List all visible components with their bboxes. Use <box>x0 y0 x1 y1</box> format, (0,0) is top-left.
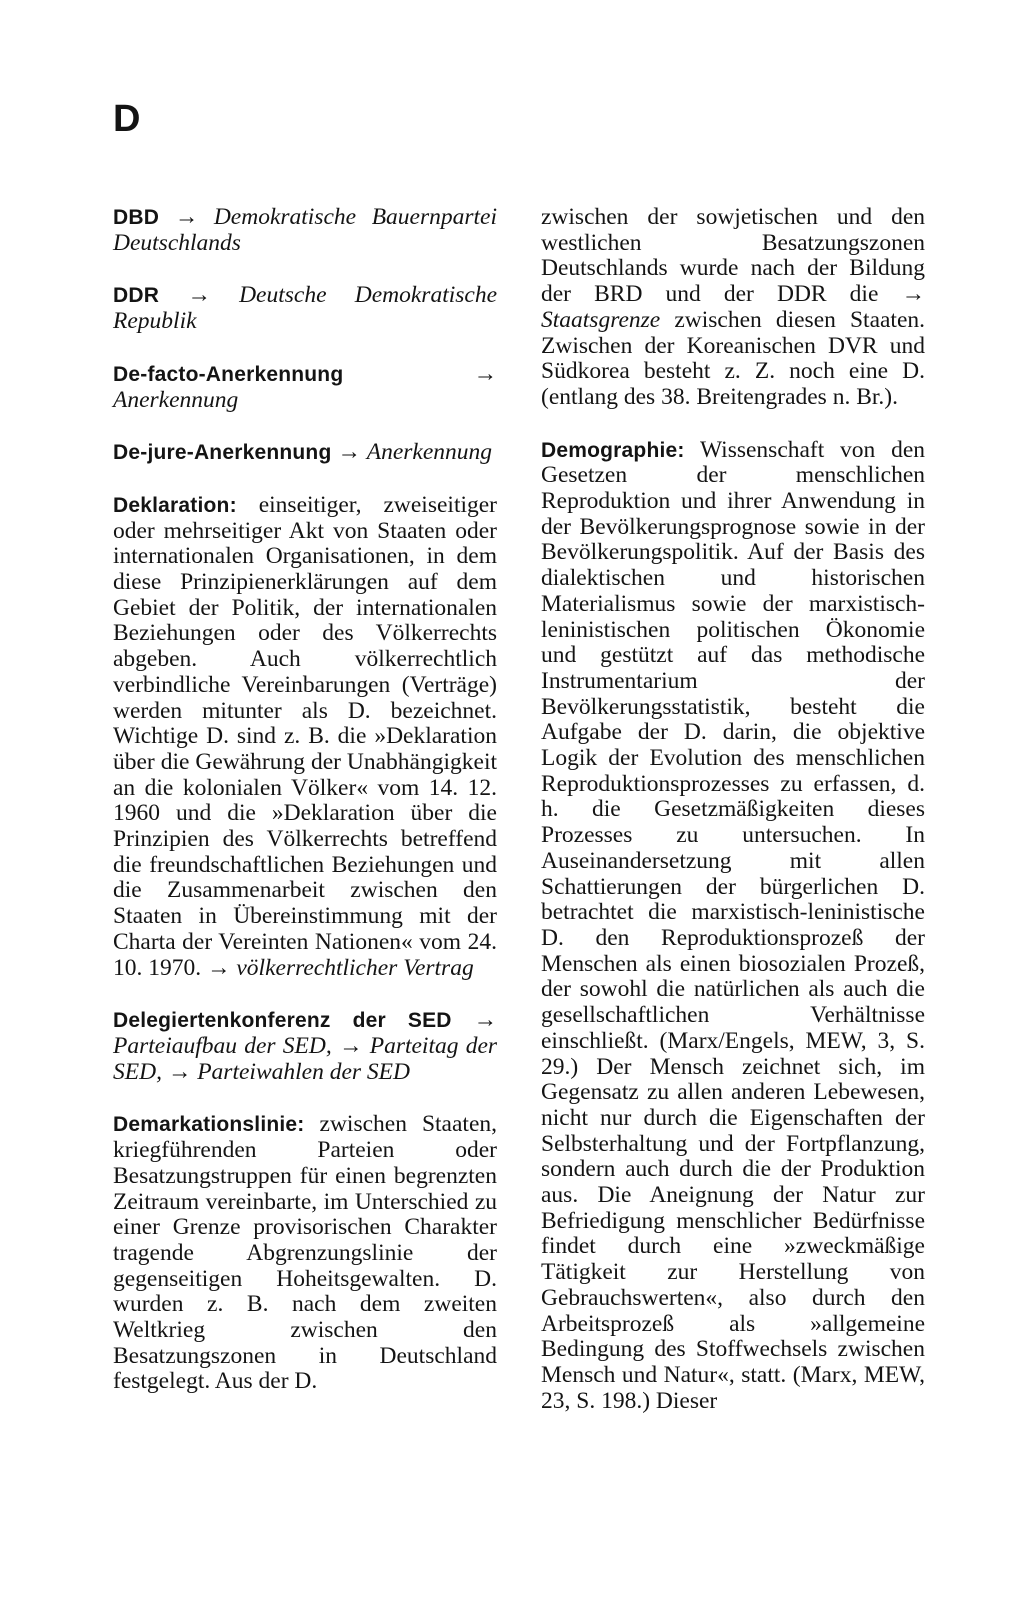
cross-reference-link[interactable]: Anerkennung <box>113 386 239 413</box>
headword: Demarkationslinie: <box>113 1113 305 1137</box>
arrow-icon: → <box>337 439 361 466</box>
headword: Deklaration: <box>113 493 237 517</box>
cross-reference-link[interactable]: Parteiaufbau der SED, <box>113 1032 332 1059</box>
headword: De-facto-Anerkennung <box>113 362 344 386</box>
entry-delegiertenkonferenz <box>113 1008 497 1085</box>
entry-demographie <box>541 438 925 1415</box>
entry-de-jure-anerkennung <box>113 440 497 466</box>
arrow-icon: → <box>473 1007 498 1034</box>
arrow-icon: → <box>338 1032 363 1059</box>
cross-reference-link[interactable]: Demokratische Bauernpartei Deutschlands <box>113 204 498 256</box>
cross-reference-link[interactable]: Staatsgrenze <box>541 306 661 333</box>
arrow-icon: → <box>187 282 211 309</box>
arrow-icon: → <box>174 204 199 230</box>
arrow-icon: → <box>901 281 925 308</box>
right-column <box>541 205 925 1441</box>
entry-text: einseitiger, zweiseitiger oder mehrseitiger Akt von Staaten oder internationalen Organisationen, in dem diese Prinzipienerklärungen auf dem Gebiet der Politik, der internationalen Beziehungen oder des Völkerrechts abgeben. Auch völkerrechtlich verbindliche Vereinbarungen (Verträge) werden mitunter als D. bezeichnet. Wichtige D. sind z. B. die »Deklaration über die Gewährung der Unabhängigkeit an die kolonialen Völker« vom 14. 12. 1960 und die »Deklaration über die Prinzipien des Völkerrechts betreffend die freundschaftlichen Beziehungen und die Zusammenarbeit zwischen den Staaten in Übereinstimmung mit der Charta der Vereinten Nationen« vom 24. 10. 1970. <box>113 491 498 981</box>
entry-text: zwischen der sowjetischen und den westlichen Besatzungszonen Deutschlands wurde nach der Bildung der BRD und der DDR die <box>541 204 925 308</box>
entry-text: zwischen Staaten, kriegführenden Parteien oder Besatzungstruppen für einen begrenzten Zeitraum vereinbarte, im Unterschied zu einer Grenze provisorischen Charakter tragende Abgrenzungslinie der gegenseitigen Hoheitsgewalten. D. wurden z. B. nach dem zweiten Weltkrieg zwischen den Besatzungszonen in Deutschland festgelegt. Aus der D. <box>113 1111 498 1395</box>
entry-demarkationslinie <box>113 1112 497 1395</box>
headword: DDR <box>113 284 160 308</box>
cross-reference-link[interactable]: Deutsche Demokratische Republik <box>113 282 498 335</box>
left-column <box>113 205 497 1422</box>
entry-deklaration <box>113 493 497 981</box>
arrow-icon: → <box>473 360 497 387</box>
cross-reference-link[interactable]: Anerkennung <box>366 439 493 466</box>
cross-reference-link[interactable]: Parteitag der SED, <box>113 1032 498 1085</box>
cross-reference-link[interactable]: völkerrechtlicher Vertrag <box>236 954 474 981</box>
entry-de-facto-anerkennung <box>113 362 497 413</box>
headword: Demographie: <box>541 438 685 462</box>
entry-dbd <box>113 205 497 256</box>
entry-ddr <box>113 283 497 334</box>
entry-text: Wissenschaft von den Gesetzen der menschlichen Reproduktion und ihrer Anwendung in der Bevölkerungsprognose sowie in der Bevölkerungspolitik. Auf der Basis des dialektischen und historischen Materialismus sowie der marxistisch-leninistischen politischen Ökonomie und gestützt auf das methodische Instrumentarium der Bevölkerungsstatistik, besteht die Aufgabe der D. darin, die objektive Logik der Evolution des menschlichen Reproduktionsprozesses zu erfassen, d. h. die Gesetzmäßigkeiten dieses Prozesses zu untersuchen. In Auseinandersetzung mit allen Schattierungen der bürgerlichen D. betrachtet die marxistisch-leninistische D. den Reproduktionsprozeß der Menschen als einen biosozialen Prozeß, der sowohl die natürlichen als auch die gesellschaftlichen Verhältnisse einschließt. (Marx/Engels, MEW, 3, S. 29.) Der Mensch zeichnet sich, im Gegensatz zu allen anderen Lebewesen, nicht nur durch die Eigenschaften der Selbsterhaltung und der Fortpflanzung, sondern auch durch die der Produktion aus. Die Aneignung der Natur zur Befriedigung menschlicher Bedürfnisse findet durch eine »zweckmäßige Tätigkeit zur Herstellung von Gebrauchswerten«, also durch den Arbeitsprozeß als »allgemeine Bedingung des Stoffwechsels zwischen Mensch und Natur«, statt. (Marx, MEW, 23, S. 198.) Dieser <box>541 436 925 1414</box>
entry-demarkationslinie-continued <box>541 205 925 411</box>
section-letter: D <box>113 98 141 140</box>
cross-reference-link[interactable]: Parteiwahlen der SED <box>197 1058 410 1085</box>
headword: DBD <box>113 206 160 229</box>
headword: Delegiertenkonferenz der SED <box>113 1009 452 1033</box>
arrow-icon: → <box>167 1058 192 1085</box>
headword: De-jure-Anerkennung <box>113 441 332 465</box>
entry-text: zwischen diesen Staaten. Zwischen der Koreanischen DVR und Südkorea besteht z. Z. noch eine D. (entlang des 38. Breitengrades n. Br.). <box>541 306 926 410</box>
arrow-icon: → <box>207 954 231 981</box>
